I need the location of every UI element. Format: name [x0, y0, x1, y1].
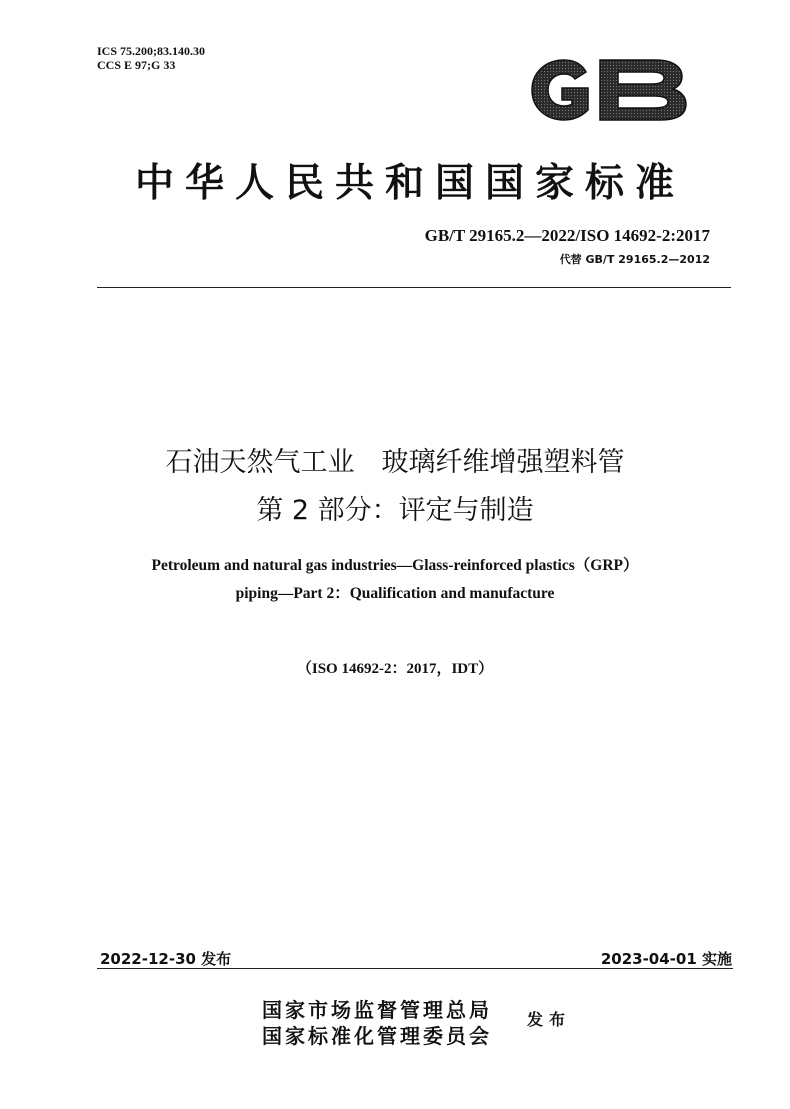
gb-logo	[528, 58, 690, 122]
header-divider	[97, 287, 731, 288]
issuer-sac: 国家标准化管理委员会	[262, 1024, 492, 1048]
classification-codes	[97, 44, 205, 72]
implement-date: 2023-04-01 实施	[600, 950, 732, 968]
replaces-standard: 代替 GB/T 29165.2—2012	[559, 253, 710, 266]
publish-label: 发布	[527, 1010, 572, 1029]
national-standard-title: 中华人民共和国国家标准	[134, 160, 685, 206]
ccs-code: CCS E 97;G 33	[97, 58, 176, 72]
title-cn-line2: 第 2 部分：评定与制造	[256, 495, 534, 526]
issuer-samr: 国家市场监督管理总局	[262, 998, 492, 1022]
title-en-line1: Petroleum and natural gas industries—Glass-reinforced plastics（GRP）	[151, 557, 639, 574]
standard-number: GB/T 29165.2—2022/ISO 14692-2:2017	[424, 226, 710, 245]
issue-date: 2022-12-30 发布	[100, 950, 232, 968]
footer-divider	[97, 968, 733, 969]
title-en-line2: piping—Part 2：Qualification and manufacture	[235, 585, 555, 602]
iso-equivalence: （ISO 14692-2：2017，IDT）	[296, 661, 494, 677]
ics-code: ICS 75.200;83.140.30	[97, 44, 206, 58]
title-cn-line1: 石油天然气工业 玻璃纤维增强塑料管	[165, 447, 625, 478]
